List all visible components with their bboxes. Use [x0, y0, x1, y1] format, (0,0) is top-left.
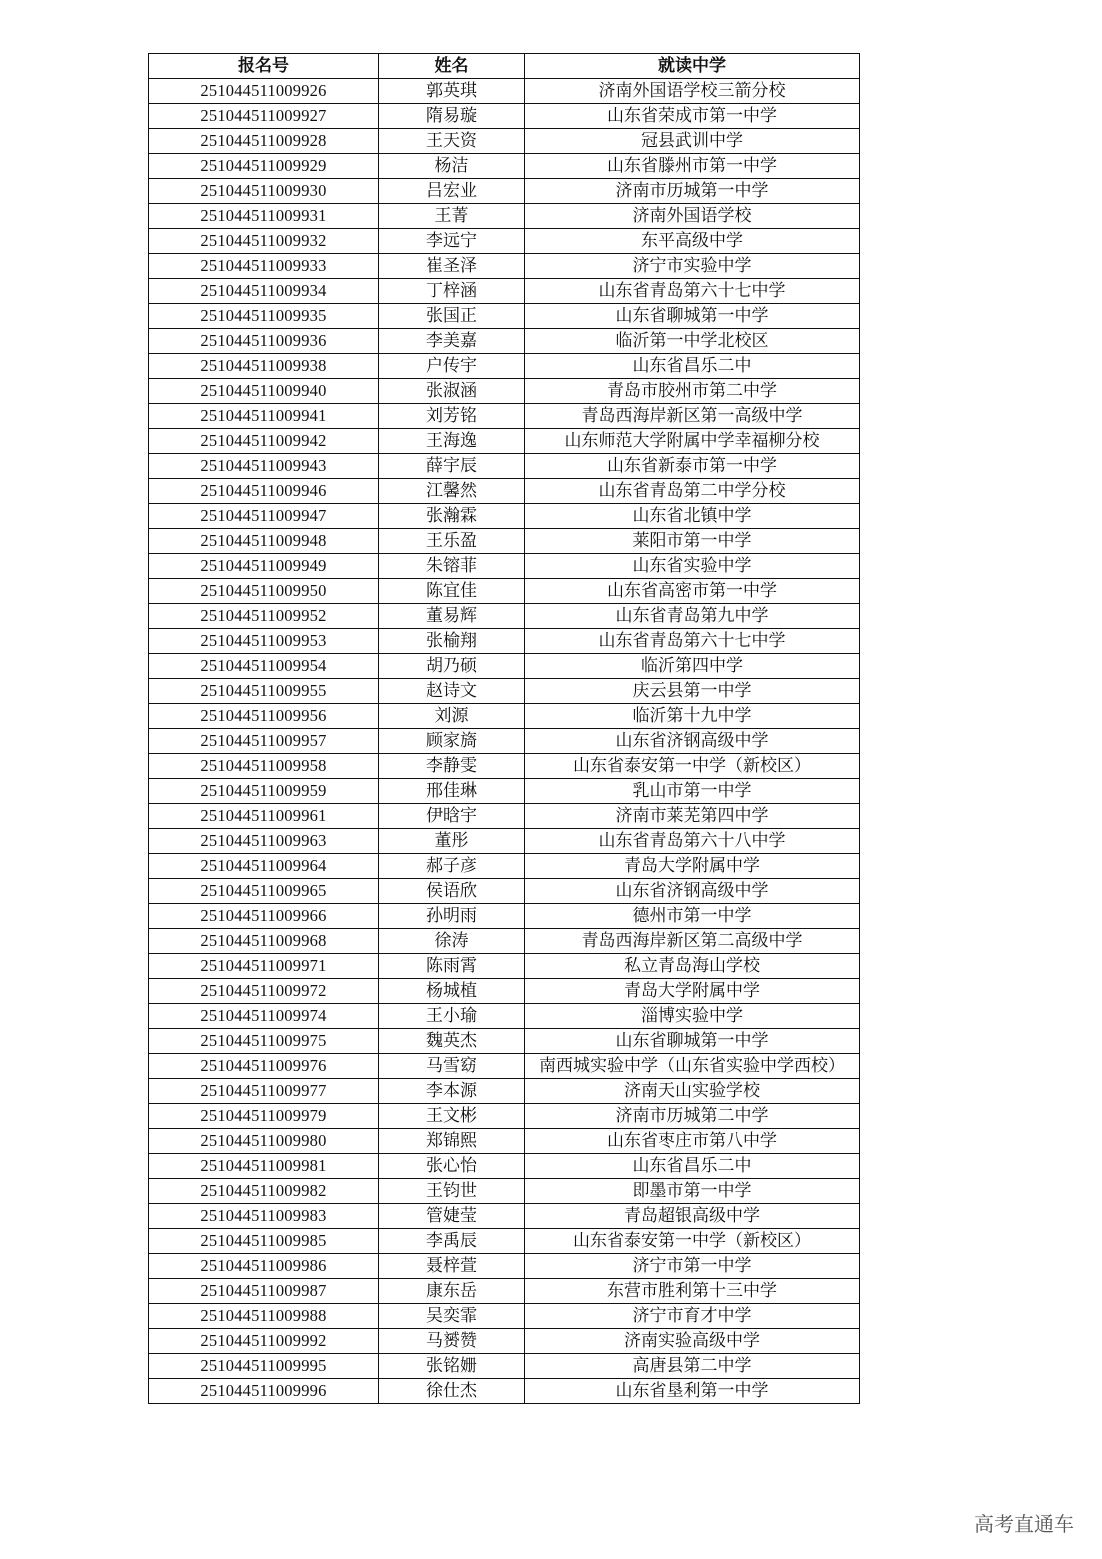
school-cell: 高唐县第二中学: [525, 1354, 860, 1379]
table-row: [149, 554, 860, 579]
table-row: [149, 354, 860, 379]
table-row: [149, 679, 860, 704]
school-cell: 即墨市第一中学: [525, 1179, 860, 1204]
student-name-cell: 杨洁: [379, 154, 525, 179]
student-name-cell: 薛宇辰: [379, 454, 525, 479]
table-row: [149, 1279, 860, 1304]
school-cell: 莱阳市第一中学: [525, 529, 860, 554]
student-name-cell: 王乐盈: [379, 529, 525, 554]
school-cell: 临沂第一中学北校区: [525, 329, 860, 354]
school-cell: 济南市历城第一中学: [525, 179, 860, 204]
registration-number-cell: 251044511009995: [149, 1354, 379, 1379]
school-cell: 济宁市实验中学: [525, 254, 860, 279]
school-cell: 济宁市育才中学: [525, 1304, 860, 1329]
student-name-cell: 陈雨霄: [379, 954, 525, 979]
table-row: [149, 754, 860, 779]
student-name-cell: 郝子彦: [379, 854, 525, 879]
registration-number-cell: 251044511009929: [149, 154, 379, 179]
table-row: [149, 179, 860, 204]
registration-number-cell: 251044511009986: [149, 1254, 379, 1279]
school-cell: 山东省青岛第六十七中学: [525, 279, 860, 304]
table-row: [149, 254, 860, 279]
table-row: [149, 704, 860, 729]
registration-number-cell: 251044511009966: [149, 904, 379, 929]
registration-number-cell: 251044511009949: [149, 554, 379, 579]
student-name-cell: 王海逸: [379, 429, 525, 454]
school-cell: 山东省泰安第一中学（新校区）: [525, 1229, 860, 1254]
school-cell: 淄博实验中学: [525, 1004, 860, 1029]
table-row: [149, 729, 860, 754]
table-row: [149, 454, 860, 479]
student-name-cell: 江馨然: [379, 479, 525, 504]
registration-number-cell: 251044511009952: [149, 604, 379, 629]
school-cell: 南西城实验中学（山东省实验中学西校）: [525, 1054, 860, 1079]
registration-number-cell: 251044511009958: [149, 754, 379, 779]
student-name-cell: 张淑涵: [379, 379, 525, 404]
school-cell: 冠县武训中学: [525, 129, 860, 154]
table-row: [149, 779, 860, 804]
student-name-cell: 徐仕杰: [379, 1379, 525, 1404]
school-cell: 山东省新泰市第一中学: [525, 454, 860, 479]
table-row: [149, 1329, 860, 1354]
table-row: [149, 1079, 860, 1104]
registration-number-cell: 251044511009983: [149, 1204, 379, 1229]
registration-number-cell: 251044511009927: [149, 104, 379, 129]
registration-number-cell: 251044511009942: [149, 429, 379, 454]
school-cell: 庆云县第一中学: [525, 679, 860, 704]
registration-number-cell: 251044511009933: [149, 254, 379, 279]
school-cell: 山东省枣庄市第八中学: [525, 1129, 860, 1154]
student-name-cell: 李静雯: [379, 754, 525, 779]
student-name-cell: 李本源: [379, 1079, 525, 1104]
school-cell: 山东省聊城第一中学: [525, 1029, 860, 1054]
registration-number-cell: 251044511009956: [149, 704, 379, 729]
school-cell: 山东省青岛第六十八中学: [525, 829, 860, 854]
school-cell: 济南外国语学校三箭分校: [525, 79, 860, 104]
table-row: [149, 629, 860, 654]
student-name-cell: 侯语欣: [379, 879, 525, 904]
school-cell: 青岛大学附属中学: [525, 854, 860, 879]
school-cell: 济南外国语学校: [525, 204, 860, 229]
registration-number-cell: 251044511009996: [149, 1379, 379, 1404]
registration-number-cell: 251044511009974: [149, 1004, 379, 1029]
header-name: 姓名: [379, 54, 525, 79]
school-cell: 青岛西海岸新区第一高级中学: [525, 404, 860, 429]
student-name-cell: 张铭姗: [379, 1354, 525, 1379]
table-row: [149, 1054, 860, 1079]
student-name-cell: 刘源: [379, 704, 525, 729]
table-row: [149, 154, 860, 179]
registration-number-cell: 251044511009947: [149, 504, 379, 529]
school-cell: 私立青岛海山学校: [525, 954, 860, 979]
registration-number-cell: 251044511009948: [149, 529, 379, 554]
student-name-cell: 胡乃硕: [379, 654, 525, 679]
table-row: [149, 979, 860, 1004]
school-cell: 临沂第四中学: [525, 654, 860, 679]
student-name-cell: 丁梓涵: [379, 279, 525, 304]
watermark-text: 高考直通车: [974, 1512, 1074, 1536]
registration-number-cell: 251044511009930: [149, 179, 379, 204]
student-name-cell: 张榆翔: [379, 629, 525, 654]
table-row: [149, 1129, 860, 1154]
school-cell: 山东师范大学附属中学幸福柳分校: [525, 429, 860, 454]
registration-number-cell: 251044511009968: [149, 929, 379, 954]
registration-number-cell: 251044511009954: [149, 654, 379, 679]
student-name-cell: 王天资: [379, 129, 525, 154]
student-name-cell: 刘芳铭: [379, 404, 525, 429]
registration-number-cell: 251044511009936: [149, 329, 379, 354]
student-name-cell: 吕宏业: [379, 179, 525, 204]
registration-number-cell: 251044511009940: [149, 379, 379, 404]
registration-number-cell: 251044511009935: [149, 304, 379, 329]
school-cell: 东营市胜利第十三中学: [525, 1279, 860, 1304]
student-name-cell: 顾家旖: [379, 729, 525, 754]
student-name-cell: 吴奕霏: [379, 1304, 525, 1329]
header-school: 就读中学: [525, 54, 860, 79]
table-row: [149, 929, 860, 954]
table-row: [149, 804, 860, 829]
school-cell: 青岛市胶州市第二中学: [525, 379, 860, 404]
registration-number-cell: 251044511009931: [149, 204, 379, 229]
table-row: [149, 304, 860, 329]
table-row: [149, 654, 860, 679]
registration-number-cell: 251044511009943: [149, 454, 379, 479]
school-cell: 青岛西海岸新区第二高级中学: [525, 929, 860, 954]
registration-number-cell: 251044511009926: [149, 79, 379, 104]
registration-number-cell: 251044511009950: [149, 579, 379, 604]
student-name-cell: 康东岳: [379, 1279, 525, 1304]
table-row: [149, 129, 860, 154]
registration-number-cell: 251044511009946: [149, 479, 379, 504]
school-cell: 山东省泰安第一中学（新校区）: [525, 754, 860, 779]
registration-number-cell: 251044511009955: [149, 679, 379, 704]
student-name-cell: 崔圣泽: [379, 254, 525, 279]
school-cell: 德州市第一中学: [525, 904, 860, 929]
table-row: [149, 1304, 860, 1329]
school-cell: 山东省实验中学: [525, 554, 860, 579]
table-row: [149, 1029, 860, 1054]
table-row: [149, 229, 860, 254]
table-row: [149, 579, 860, 604]
student-name-cell: 杨城植: [379, 979, 525, 1004]
school-cell: 山东省北镇中学: [525, 504, 860, 529]
student-name-cell: 邢佳琳: [379, 779, 525, 804]
table-row: [149, 1254, 860, 1279]
student-name-cell: 张心怡: [379, 1154, 525, 1179]
table-row: [149, 104, 860, 129]
school-cell: 济宁市第一中学: [525, 1254, 860, 1279]
student-name-cell: 董彤: [379, 829, 525, 854]
student-name-cell: 李禹辰: [379, 1229, 525, 1254]
registration-number-cell: 251044511009976: [149, 1054, 379, 1079]
registration-number-cell: 251044511009975: [149, 1029, 379, 1054]
student-name-cell: 孙明雨: [379, 904, 525, 929]
table-row: [149, 1354, 860, 1379]
registration-number-cell: 251044511009980: [149, 1129, 379, 1154]
registration-number-cell: 251044511009961: [149, 804, 379, 829]
table-row: [149, 1104, 860, 1129]
table-row: [149, 604, 860, 629]
table-row: [149, 379, 860, 404]
school-cell: 青岛大学附属中学: [525, 979, 860, 1004]
registration-number-cell: 251044511009928: [149, 129, 379, 154]
table-row: [149, 829, 860, 854]
registration-number-cell: 251044511009979: [149, 1104, 379, 1129]
school-cell: 山东省聊城第一中学: [525, 304, 860, 329]
student-name-cell: 聂梓萱: [379, 1254, 525, 1279]
header-registration-number: 报名号: [149, 54, 379, 79]
student-name-cell: 马赟赞: [379, 1329, 525, 1354]
table-row: [149, 79, 860, 104]
registration-number-cell: 251044511009985: [149, 1229, 379, 1254]
table-row: [149, 1229, 860, 1254]
registration-number-cell: 251044511009992: [149, 1329, 379, 1354]
table-row: [149, 1204, 860, 1229]
table-row: [149, 879, 860, 904]
registration-number-cell: 251044511009957: [149, 729, 379, 754]
school-cell: 青岛超银高级中学: [525, 1204, 860, 1229]
table-row: [149, 1154, 860, 1179]
school-cell: 济南天山实验学校: [525, 1079, 860, 1104]
admission-list-table: [148, 53, 860, 1404]
registration-number-cell: 251044511009971: [149, 954, 379, 979]
student-name-cell: 郑锦熙: [379, 1129, 525, 1154]
student-name-cell: 李远宁: [379, 229, 525, 254]
student-name-cell: 隋易璇: [379, 104, 525, 129]
table-row: [149, 854, 860, 879]
school-cell: 东平高级中学: [525, 229, 860, 254]
table-row: [149, 204, 860, 229]
table-row: [149, 479, 860, 504]
student-name-cell: 王菁: [379, 204, 525, 229]
registration-number-cell: 251044511009959: [149, 779, 379, 804]
school-cell: 山东省青岛第二中学分校: [525, 479, 860, 504]
student-name-cell: 李美嘉: [379, 329, 525, 354]
student-name-cell: 郭英琪: [379, 79, 525, 104]
student-name-cell: 董易辉: [379, 604, 525, 629]
registration-number-cell: 251044511009934: [149, 279, 379, 304]
school-cell: 山东省昌乐二中: [525, 1154, 860, 1179]
table-row: [149, 1379, 860, 1404]
school-cell: 济南市历城第二中学: [525, 1104, 860, 1129]
student-name-cell: 陈宜佳: [379, 579, 525, 604]
registration-number-cell: 251044511009964: [149, 854, 379, 879]
student-name-cell: 朱镕菲: [379, 554, 525, 579]
registration-number-cell: 251044511009981: [149, 1154, 379, 1179]
student-name-cell: 马雪窈: [379, 1054, 525, 1079]
registration-number-cell: 251044511009988: [149, 1304, 379, 1329]
table-row: [149, 429, 860, 454]
registration-number-cell: 251044511009938: [149, 354, 379, 379]
table-row: [149, 504, 860, 529]
table-row: [149, 279, 860, 304]
student-name-cell: 伊晗宇: [379, 804, 525, 829]
table-row: [149, 529, 860, 554]
registration-number-cell: 251044511009987: [149, 1279, 379, 1304]
table-row: [149, 404, 860, 429]
school-cell: 临沂第十九中学: [525, 704, 860, 729]
registration-number-cell: 251044511009977: [149, 1079, 379, 1104]
registration-number-cell: 251044511009965: [149, 879, 379, 904]
table-row: [149, 1179, 860, 1204]
student-name-cell: 户传宇: [379, 354, 525, 379]
student-name-cell: 张瀚霖: [379, 504, 525, 529]
student-name-cell: 张国正: [379, 304, 525, 329]
registration-number-cell: 251044511009963: [149, 829, 379, 854]
registration-number-cell: 251044511009972: [149, 979, 379, 1004]
school-cell: 乳山市第一中学: [525, 779, 860, 804]
school-cell: 山东省济钢高级中学: [525, 729, 860, 754]
student-name-cell: 王小瑜: [379, 1004, 525, 1029]
school-cell: 山东省荣成市第一中学: [525, 104, 860, 129]
table-row: [149, 904, 860, 929]
table-row: [149, 1004, 860, 1029]
school-cell: 山东省滕州市第一中学: [525, 154, 860, 179]
school-cell: 济南市莱芜第四中学: [525, 804, 860, 829]
registration-number-cell: 251044511009941: [149, 404, 379, 429]
student-name-cell: 赵诗文: [379, 679, 525, 704]
table-header-row: [149, 54, 860, 79]
registration-number-cell: 251044511009932: [149, 229, 379, 254]
school-cell: 山东省青岛第六十七中学: [525, 629, 860, 654]
table-row: [149, 954, 860, 979]
student-name-cell: 徐涛: [379, 929, 525, 954]
student-name-cell: 魏英杰: [379, 1029, 525, 1054]
school-cell: 山东省青岛第九中学: [525, 604, 860, 629]
school-cell: 山东省垦利第一中学: [525, 1379, 860, 1404]
table-row: [149, 329, 860, 354]
student-name-cell: 王钧世: [379, 1179, 525, 1204]
school-cell: 山东省济钢高级中学: [525, 879, 860, 904]
student-name-cell: 王文彬: [379, 1104, 525, 1129]
school-cell: 济南实验高级中学: [525, 1329, 860, 1354]
school-cell: 山东省高密市第一中学: [525, 579, 860, 604]
registration-number-cell: 251044511009953: [149, 629, 379, 654]
school-cell: 山东省昌乐二中: [525, 354, 860, 379]
student-name-cell: 管婕莹: [379, 1204, 525, 1229]
registration-number-cell: 251044511009982: [149, 1179, 379, 1204]
